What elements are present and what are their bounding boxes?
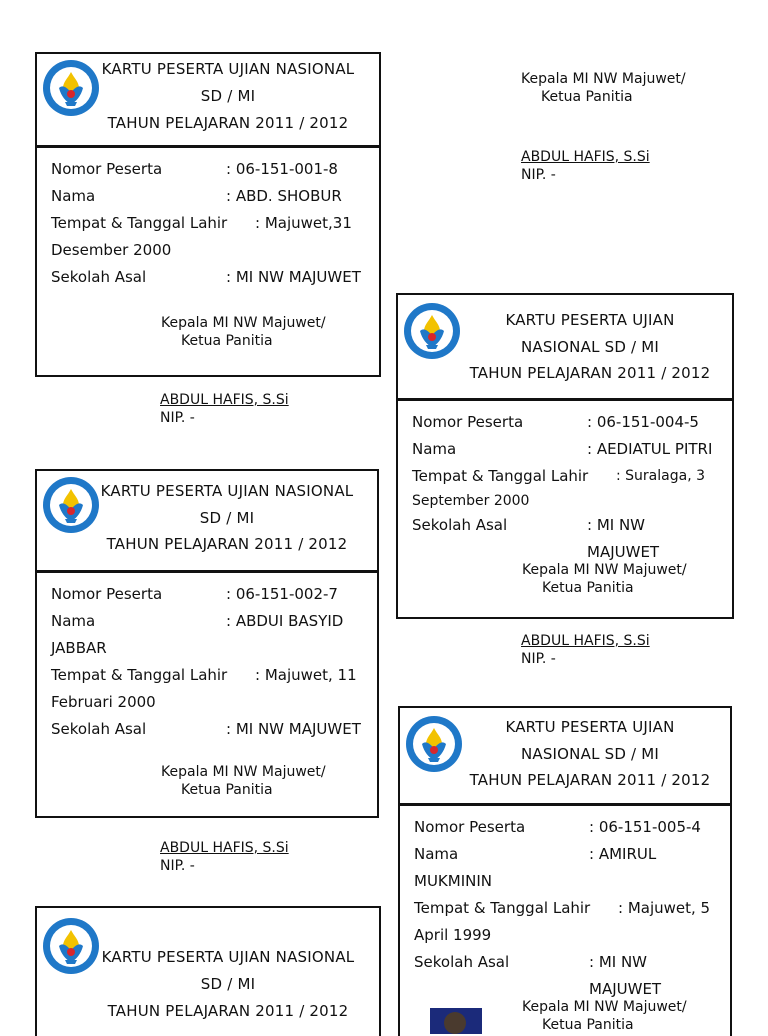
signer-role-line-1: Kepala MI NW Majuwet/ (161, 315, 326, 331)
tut-wuri-handayani-logo-icon (41, 916, 101, 976)
card-header (37, 471, 377, 573)
value-sekolah-asal: : MI NW MAJUWET (226, 268, 361, 286)
card-header (37, 908, 379, 1002)
label-nama: Nama (412, 440, 457, 458)
signer-role (161, 314, 326, 350)
value-ttl-continued: April 1999 (414, 926, 492, 944)
value-ttl: : Majuwet, 5 (618, 899, 711, 917)
signer-role-line-1: Kepala MI NW Majuwet/ (522, 999, 687, 1015)
signer-block (521, 148, 650, 184)
card-title-line-3: TAHUN PELAJARAN 2011 / 2012 (469, 771, 711, 789)
card-body (37, 148, 379, 291)
value-nomor-peserta: : 06-151-002-7 (226, 585, 338, 603)
card-title-line-1: KARTU PESERTA UJIAN NASIONAL (101, 60, 355, 78)
signer-role-line-1: Kepala MI NW Majuwet/ (521, 71, 686, 87)
label-nomor-peserta: Nomor Peserta (414, 818, 526, 836)
value-ttl-continued: Februari 2000 (51, 693, 156, 711)
label-nomor-peserta: Nomor Peserta (51, 160, 163, 178)
card-body (37, 573, 377, 743)
exam-card-1 (35, 52, 381, 377)
value-nama-continued: JABBAR (51, 639, 107, 657)
exam-card-2 (396, 293, 734, 619)
exam-card-5 (35, 906, 381, 1036)
signer-block (160, 391, 289, 427)
value-nama: : AEDIATUL PITRI (587, 440, 713, 458)
photo-face (444, 1012, 466, 1034)
label-nama: Nama (51, 187, 96, 205)
signer-role-line-1: Kepala MI NW Majuwet/ (161, 764, 326, 780)
signer-role-line-2: Ketua Panitia (181, 782, 273, 798)
label-nama: Nama (51, 612, 96, 630)
signer-nip: NIP. - (521, 167, 556, 183)
value-nama: : ABDUI BASYID (226, 612, 344, 630)
value-ttl: : Majuwet, 11 (255, 666, 357, 684)
card-body (398, 401, 732, 566)
value-ttl-continued: September 2000 (412, 493, 530, 509)
value-sekolah-asal: : MI NW MAJUWET (589, 953, 662, 998)
card-header (400, 708, 730, 806)
card-title-line-1: KARTU PESERTA UJIAN NASIONAL (101, 948, 355, 966)
card-title-line-3: TAHUN PELAJARAN 2011 / 2012 (107, 1002, 349, 1020)
exam-card-4 (398, 706, 732, 1036)
signer-name: ABDUL HAFIS, S.Si (521, 149, 650, 165)
label-ttl: Tempat & Tanggal Lahir (51, 214, 228, 232)
signer-block (160, 839, 289, 875)
card-title-line-1: KARTU PESERTA UJIAN (505, 718, 675, 736)
signer-role (521, 70, 686, 106)
signer-role-line-2: Ketua Panitia (542, 1017, 634, 1033)
signer-role (522, 561, 687, 597)
label-ttl: Tempat & Tanggal Lahir (412, 467, 589, 485)
label-ttl: Tempat & Tanggal Lahir (414, 899, 591, 917)
label-nomor-peserta: Nomor Peserta (412, 413, 524, 431)
exam-card-3 (35, 469, 379, 818)
value-ttl: : Majuwet,31 (255, 214, 352, 232)
value-sekolah-asal: : MI NW MAJUWET (226, 720, 361, 738)
value-ttl-continued: Desember 2000 (51, 241, 172, 259)
card-title-line-2: SD / MI (199, 509, 255, 527)
card-title-line-3: TAHUN PELAJARAN 2011 / 2012 (469, 364, 711, 382)
card-header (37, 54, 379, 148)
value-sekolah-asal: : MI NW MAJUWET (587, 516, 660, 561)
participant-photo (430, 1008, 482, 1034)
signer-name: ABDUL HAFIS, S.Si (160, 392, 289, 408)
signer-name: ABDUL HAFIS, S.Si (160, 840, 289, 856)
label-ttl: Tempat & Tanggal Lahir (51, 666, 228, 684)
signer-role (522, 998, 687, 1034)
value-nama: : ABD. SHOBUR (226, 187, 342, 205)
signer-role-line-2: Ketua Panitia (541, 89, 633, 105)
value-nama-continued: MUKMININ (414, 872, 492, 890)
signer-role-line-2: Ketua Panitia (181, 333, 273, 349)
label-sekolah-asal: Sekolah Asal (51, 268, 147, 286)
card-title-line-3: TAHUN PELAJARAN 2011 / 2012 (106, 535, 348, 553)
label-nama: Nama (414, 845, 459, 863)
label-nomor-peserta: Nomor Peserta (51, 585, 163, 603)
card-title-line-2: SD / MI (200, 975, 256, 993)
signer-nip: NIP. - (521, 651, 556, 667)
label-sekolah-asal: Sekolah Asal (412, 516, 508, 534)
value-nama: : AMIRUL (589, 845, 657, 863)
signer-name: ABDUL HAFIS, S.Si (521, 633, 650, 649)
card-title-line-2: NASIONAL SD / MI (520, 338, 660, 356)
card-title-line-2: SD / MI (200, 87, 256, 105)
card-title-line-1: KARTU PESERTA UJIAN NASIONAL (100, 482, 354, 500)
signer-block (521, 632, 650, 668)
value-nomor-peserta: : 06-151-005-4 (589, 818, 701, 836)
value-nomor-peserta: : 06-151-001-8 (226, 160, 338, 178)
signer-role-line-2: Ketua Panitia (542, 580, 634, 596)
value-nomor-peserta: : 06-151-004-5 (587, 413, 699, 431)
card-title-line-3: TAHUN PELAJARAN 2011 / 2012 (107, 114, 349, 132)
card-title-line-2: NASIONAL SD / MI (520, 745, 660, 763)
signer-role-line-1: Kepala MI NW Majuwet/ (522, 562, 687, 578)
signer-role (161, 763, 326, 799)
label-sekolah-asal: Sekolah Asal (414, 953, 510, 971)
signer-nip: NIP. - (160, 858, 195, 874)
card-title-line-1: KARTU PESERTA UJIAN (505, 311, 675, 329)
card-body (400, 806, 730, 1003)
card-header (398, 295, 732, 401)
value-ttl: : Suralaga, 3 (616, 468, 706, 484)
label-sekolah-asal: Sekolah Asal (51, 720, 147, 738)
signer-nip: NIP. - (160, 410, 195, 426)
